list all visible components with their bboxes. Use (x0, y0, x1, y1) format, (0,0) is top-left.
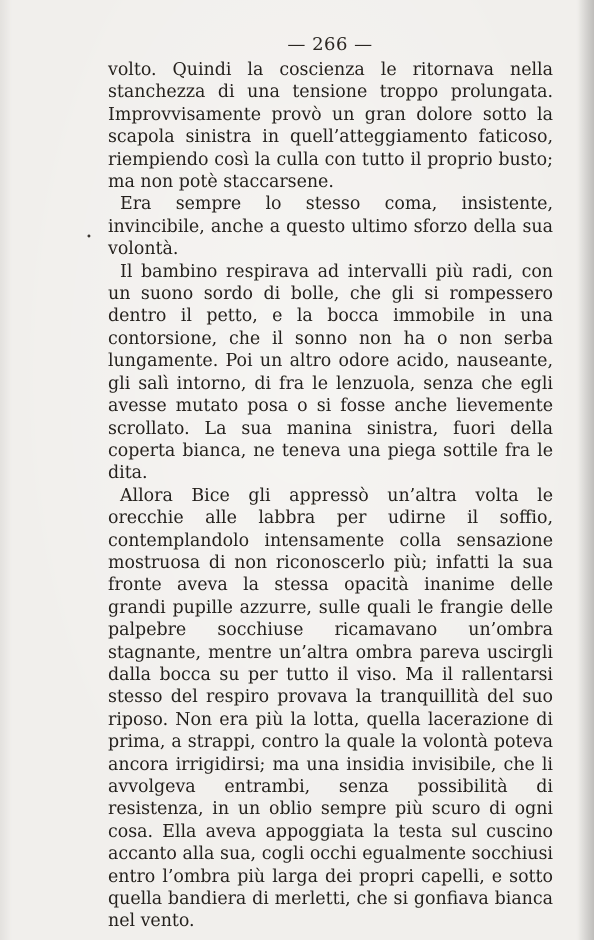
margin-mark: • (86, 232, 92, 243)
paragraph-2: Era sempre lo stesso coma, insistente, invincibile, anche a questo ultimo sforzo della sua volontà. (108, 194, 553, 260)
paragraph-1: volto. Quindi la coscienza le ritornava nella stanchezza di una tensione troppo prolungata. Improvvisamente provò un gran dolore sotto la scapola sinistra in quell’atteggiamento faticoso, riempiendo così la culla con tutto il proprio busto; ma non potè staccarsene. (108, 60, 553, 193)
page-edge-shadow (578, 0, 594, 940)
paragraph-4: Allora Bice gli appressò un’altra volta le orecchie alle labbra per udirne il soffio, contemplandolo intensamente colla sensazione mostruosa di non riconoscerlo più; infatti la sua fronte aveva la stessa opacità inanime delle grandi pupille azzurre, sulle quali le frangie delle palpebre socchiuse ricamavano un’ombra stagnante, mentre un’altra ombra pareva uscirgli dalla bocca su per tutto il viso. Ma il rallentarsi stesso del respiro provava la tranquillità del suo riposo. Non era più la lotta, quella lacerazione di prima, a strappi, contro la quale la volontà poteva ancora irrigidirsi; ma una insidia invisibile, che li avvolgeva entrambi, senza possibilità di resistenza, in un oblio sempre più scuro di ogni cosa. Ella aveva appoggiata la testa sul cuscino accanto alla sua, cogli occhi egualmente socchiusi entro l’ombra più larga dei propri capelli, e sotto quella bandiera di merletti, che si gonfiava bianca nel vento. (108, 485, 553, 932)
paragraph-3: Il bambino respirava ad intervalli più radi, con un suono sordo di bolle, che gli si rompessero dentro il petto, e la bocca immobile in una contorsione, che il sonno non ha o non serba lungamente. Poi un altro odore acido, nauseante, gli salì intorno, di fra le lenzuola, senza che egli avesse mutato posa o si fosse anche lievemente scrollato. La sua manina sinistra, fuori della coperta bianca, ne teneva una piega sottile fra le dita. (108, 261, 553, 484)
body-text (108, 59, 553, 933)
page-number: — 266 — (287, 34, 373, 55)
